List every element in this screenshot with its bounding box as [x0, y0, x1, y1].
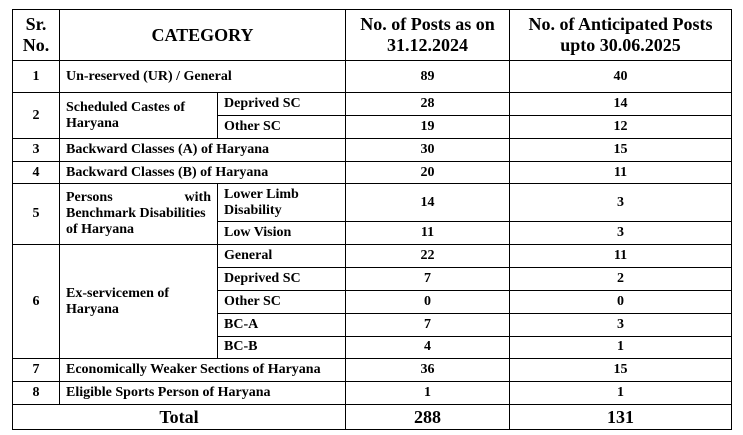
table-row — [13, 61, 732, 93]
anticipated-cell: 40 — [510, 61, 732, 93]
posts-cell: 11 — [346, 222, 510, 245]
sr-cell: 6 — [13, 245, 60, 358]
anticipated-cell: 3 — [510, 184, 732, 222]
posts-cell: 22 — [346, 245, 510, 267]
category-word: Persons — [66, 190, 113, 206]
posts-table — [12, 9, 732, 430]
subcategory-cell: Low Vision — [218, 222, 346, 245]
posts-cell: 20 — [346, 162, 510, 184]
total-posts: 288 — [346, 404, 510, 429]
subcategory-cell: Lower Limb Disability — [218, 184, 346, 222]
sr-cell: 5 — [13, 184, 60, 245]
posts-cell: 36 — [346, 358, 510, 381]
subcategory-cell: BC-A — [218, 313, 346, 336]
sr-cell: 2 — [13, 93, 60, 139]
posts-cell: 4 — [346, 336, 510, 358]
table-row — [13, 139, 732, 162]
subcategory-cell: Deprived SC — [218, 93, 346, 116]
total-row — [13, 404, 732, 429]
subcategory-cell: Other SC — [218, 116, 346, 139]
category-text: Benchmark Disabilities of Haryana — [66, 206, 206, 238]
header-posts: No. of Posts as on 31.12.2024 — [346, 10, 510, 61]
posts-cell: 89 — [346, 61, 510, 93]
total-label: Total — [13, 404, 346, 429]
category-cell: Economically Weaker Sections of Haryana — [60, 358, 346, 381]
sr-cell: 3 — [13, 139, 60, 162]
subcategory-cell: Deprived SC — [218, 267, 346, 290]
anticipated-cell: 11 — [510, 245, 732, 267]
posts-cell: 14 — [346, 184, 510, 222]
category-cell: Un-reserved (UR) / General — [60, 61, 346, 93]
header-sr-no: Sr. No. — [13, 10, 60, 61]
posts-cell: 19 — [346, 116, 510, 139]
posts-cell: 7 — [346, 267, 510, 290]
posts-cell: 7 — [346, 313, 510, 336]
anticipated-cell: 15 — [510, 358, 732, 381]
subcategory-cell: General — [218, 245, 346, 267]
table-row — [13, 245, 732, 267]
subcategory-cell: BC-B — [218, 336, 346, 358]
category-cell: Scheduled Castes of Haryana — [60, 93, 218, 139]
table-row — [13, 184, 732, 222]
header-anticipated: No. of Anticipated Posts upto 30.06.2025 — [510, 10, 732, 61]
anticipated-cell: 2 — [510, 267, 732, 290]
anticipated-cell: 3 — [510, 222, 732, 245]
header-row — [13, 10, 732, 61]
category-cell: Eligible Sports Person of Haryana — [60, 381, 346, 404]
anticipated-cell: 14 — [510, 93, 732, 116]
sr-cell: 7 — [13, 358, 60, 381]
category-cell: Backward Classes (A) of Haryana — [60, 139, 346, 162]
table-row — [13, 381, 732, 404]
table-row — [13, 93, 732, 116]
anticipated-cell: 15 — [510, 139, 732, 162]
posts-cell: 1 — [346, 381, 510, 404]
category-cell — [60, 184, 218, 245]
anticipated-cell: 12 — [510, 116, 732, 139]
posts-cell: 0 — [346, 290, 510, 313]
category-cell: Ex-servicemen of Haryana — [60, 245, 218, 358]
table-row — [13, 358, 732, 381]
subcategory-cell: Other SC — [218, 290, 346, 313]
anticipated-cell: 1 — [510, 336, 732, 358]
anticipated-cell: 1 — [510, 381, 732, 404]
posts-cell: 28 — [346, 93, 510, 116]
sr-cell: 4 — [13, 162, 60, 184]
category-word: with — [184, 190, 211, 206]
category-cell: Backward Classes (B) of Haryana — [60, 162, 346, 184]
posts-cell: 30 — [346, 139, 510, 162]
anticipated-cell: 11 — [510, 162, 732, 184]
anticipated-cell: 3 — [510, 313, 732, 336]
header-category: CATEGORY — [60, 10, 346, 61]
sr-cell: 8 — [13, 381, 60, 404]
total-anticipated: 131 — [510, 404, 732, 429]
anticipated-cell: 0 — [510, 290, 732, 313]
sr-cell: 1 — [13, 61, 60, 93]
table-row — [13, 162, 732, 184]
